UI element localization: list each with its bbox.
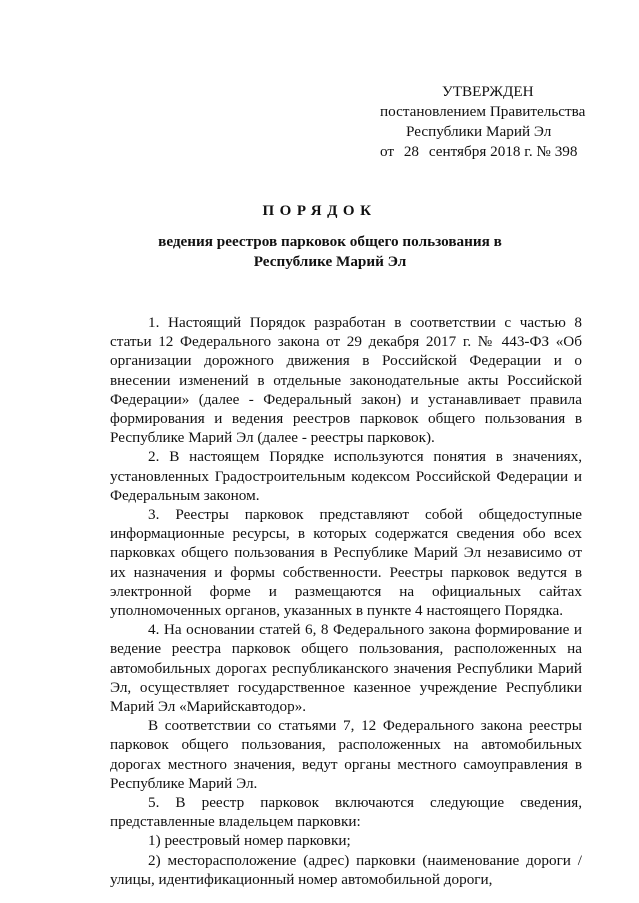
paragraph-5: 5. В реестр парковок включаются следующие сведения, представленные владельцем парковки: — [110, 794, 582, 831]
approval-stamp — [380, 82, 585, 162]
date-day: 28 — [403, 143, 420, 160]
paragraph-1: 1. Настоящий Порядок разработан в соответствии с частью 8 статьи 12 Федерального закона от 29 декабря 2017 г. № 443-ФЗ «Об организации дорожного движения в Российской Федерации и о внесении изменений в отдельные законодательные акты Российской Федерации» (далее - Федеральный закон) и устанавливает правила формирования и ведения реестров парковок общего пользования в Республике Марий Эл (далее - реестры парковок). — [110, 314, 582, 447]
date-rest: сентября 2018 г. № — [428, 143, 551, 160]
paragraph-2: 2. В настоящем Порядке используются понятия в значениях, установленных Градостроительным кодексом Российской Федерации и Федеральным законом. — [110, 448, 582, 504]
list-item-2: 2) месторасположение (адрес) парковки (наименование дороги / улицы, идентификационный номер автомобильной дороги, — [110, 851, 582, 888]
document-subtitle: ведения реестров парковок общего пользования в Республике Марий Эл — [158, 233, 502, 270]
document-body — [110, 313, 582, 889]
paragraph-4: 4. На основании статей 6, 8 Федерального закона формирование и ведение реестра парковок общего пользования, расположенных на автомобильных дорогах республиканского значения Республики Марий Эл, осуществляет государственное казенное учреждение Республики Марий Эл «Марийскавтодор». — [110, 621, 582, 716]
approval-date-line — [380, 142, 585, 162]
paragraph-3: 3. Реестры парковок представляют собой общедоступные информационные ресурсы, в которых содержатся сведения обо всех парковках общего пользования в Республике Марий Эл независимо от их назначения и формы собственности. Реестры парковок ведутся в электронной форме и размещаются на официальных сайтах уполномоченных органов, указанных в пункте 4 настоящего Порядка. — [110, 506, 582, 620]
date-prefix: от — [380, 143, 395, 160]
document-title: ПОРЯДОК — [262, 203, 377, 219]
approval-republic-line: Республики Марий Эл — [406, 123, 552, 140]
paragraph-4-continued: В соответствии со статьями 7, 12 Федерального закона реестры парковок общего пользования, расположенных на автомобильных дорогах местного значения, ведут органы местного самоуправления в Республике Марий Эл. — [110, 717, 582, 792]
approval-heading: УТВЕРЖДЕН — [442, 83, 534, 100]
approval-decree-line: постановлением Правительства — [380, 103, 586, 120]
list-item-1: 1) реестровый номер парковки; — [148, 832, 351, 850]
decree-number: 398 — [554, 143, 578, 160]
